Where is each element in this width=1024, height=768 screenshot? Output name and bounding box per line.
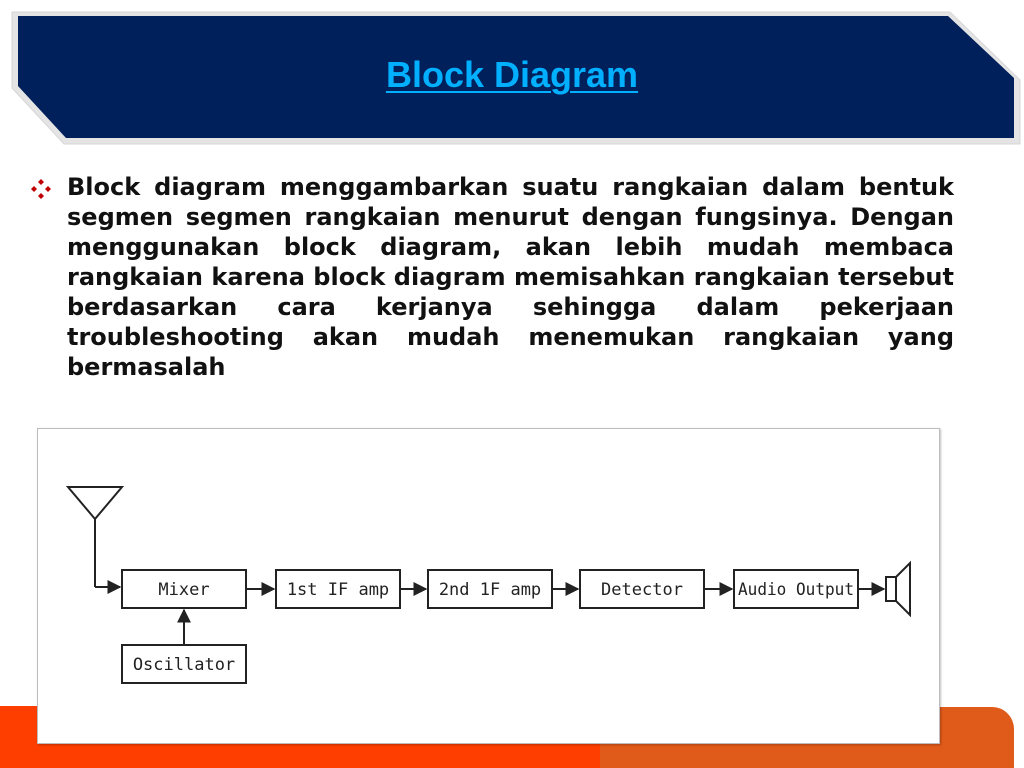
diamond-bullet-icon bbox=[30, 178, 52, 200]
speaker-icon bbox=[886, 563, 910, 615]
mixer-label: Mixer bbox=[158, 580, 210, 600]
oscillator-label: Oscillator bbox=[132, 655, 236, 675]
audio-output-label: Audio Output bbox=[738, 580, 854, 600]
second-if-amp-label: 2nd 1F amp bbox=[438, 580, 542, 600]
block-diagram-image bbox=[37, 428, 940, 744]
antenna-icon bbox=[68, 487, 122, 587]
first-if-amp-label: 1st IF amp bbox=[286, 580, 390, 600]
page-title: Block Diagram bbox=[385, 54, 639, 95]
detector-label: Detector bbox=[601, 580, 683, 600]
block-diagram bbox=[38, 429, 939, 743]
bullet-text: Block diagram menggambarkan suatu rangkaian dalam bentuk segmen segmen rangkaian menurut dengan fungsinya. Dengan menggunakan block diagram, akan lebih mudah membaca rangkaian karena block diagram memisahkan rangkaian tersebut berdasarkan cara kerjanya sehingga dalam pekerjaan troubleshooting akan mudah menemukan rangkaian yang bermasalah bbox=[67, 173, 954, 381]
